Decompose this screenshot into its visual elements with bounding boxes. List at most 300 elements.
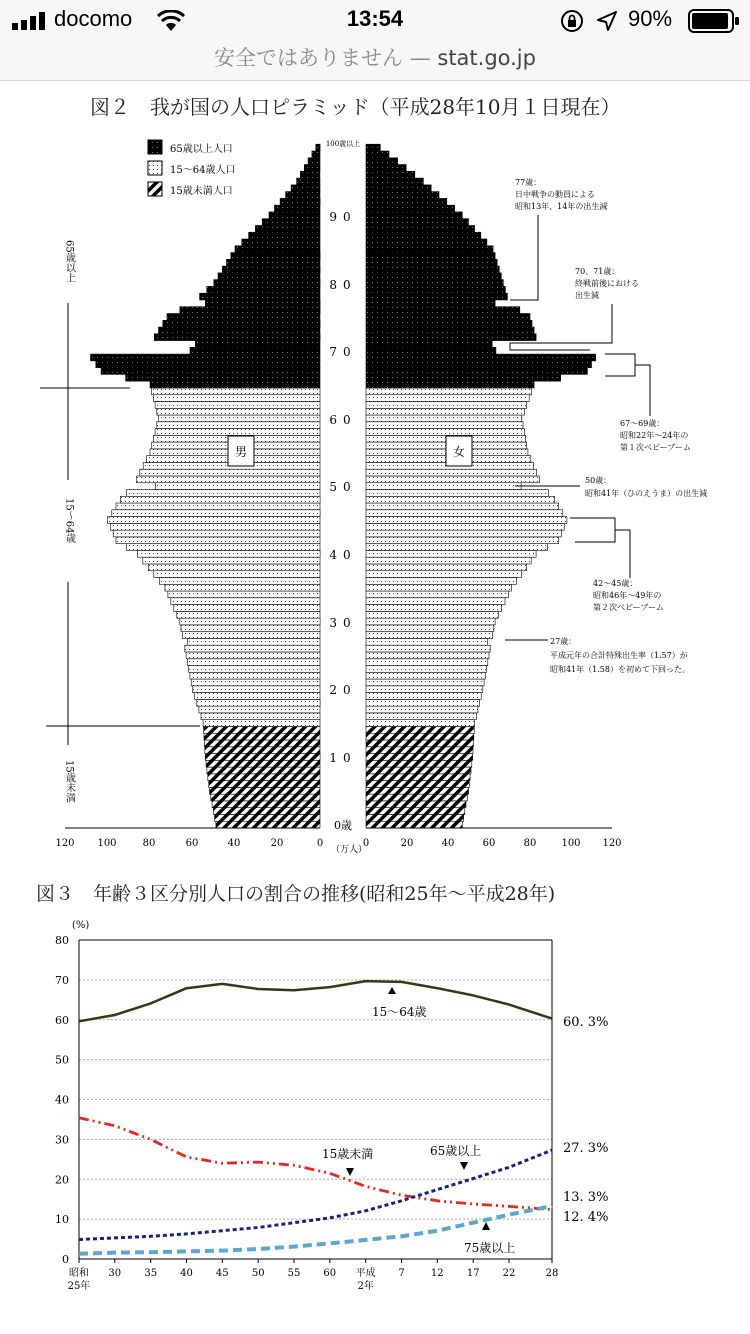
x-tick-left-20: 20	[270, 838, 284, 849]
male-bar-age-69	[91, 354, 321, 361]
female-bar-age-38	[366, 564, 526, 571]
female-bar-age-95	[366, 178, 423, 185]
female-bar-age-31	[366, 611, 498, 618]
age-tick-0: 0歳	[334, 819, 352, 832]
male-bar-age-91	[275, 205, 321, 212]
age-tick-80: 80	[329, 278, 357, 292]
orientation-lock-icon	[560, 9, 584, 33]
female-bar-age-79	[366, 286, 505, 293]
x-tick-1965: 40	[180, 1268, 193, 1279]
chart-series	[79, 981, 552, 1254]
x-tick-left-40: 40	[227, 838, 241, 849]
male-bar-age-70	[190, 347, 320, 354]
label-under-15: 15歳未満	[322, 1147, 374, 1161]
male-bar-age-96	[300, 171, 320, 178]
male-bar-age-43	[113, 530, 320, 537]
female-bar-age-96	[366, 171, 415, 178]
male-bar-age-67	[101, 368, 320, 375]
female-bar-age-36	[366, 578, 517, 585]
female-bar-age-29	[366, 625, 494, 632]
male-bar-age-61	[157, 408, 320, 415]
female-bar-age-2	[366, 808, 465, 815]
male-bar-age-71	[195, 341, 320, 348]
male-bar-age-48	[120, 496, 320, 503]
female-bar-age-35	[366, 584, 512, 591]
male-bar-age-80	[214, 280, 320, 287]
female-bar-age-25	[366, 652, 489, 659]
female-bar-age-20	[366, 686, 483, 693]
clock: 13:54	[346, 6, 404, 31]
female-bar-age-43	[366, 530, 561, 537]
female-bar-age-40	[366, 550, 536, 557]
marker-65-plus	[460, 1162, 468, 1170]
male-bar-age-23	[189, 666, 320, 673]
female-bar-age-94	[366, 185, 431, 192]
age-tick-40: 40	[329, 548, 357, 562]
female-bar-age-23	[366, 666, 487, 673]
male-bar-age-98	[308, 158, 320, 165]
female-bar-age-1	[366, 815, 464, 822]
x-tick-left-60: 60	[185, 838, 199, 849]
female-bar-age-89	[366, 219, 469, 226]
age-tick-70: 70	[329, 345, 357, 359]
y-tick-70: 70	[55, 973, 69, 987]
male-bar-age-36	[159, 578, 320, 585]
female-bar-age-24	[366, 659, 488, 666]
leader-42	[615, 530, 630, 578]
female-bar-age-67	[366, 368, 587, 375]
female-bar-age-60	[366, 415, 522, 422]
x-tick-left-0: 0	[316, 838, 324, 849]
male-bar-age-97	[304, 165, 320, 172]
male-bar-age-11	[205, 747, 320, 754]
age-tick-10: 10	[329, 751, 357, 765]
female-bar-age-61	[366, 408, 524, 415]
male-bar-age-83	[227, 259, 321, 266]
female-bar-age-19	[366, 693, 481, 700]
x-tick-left-100: 100	[97, 838, 117, 849]
male-bar-age-92	[280, 198, 320, 205]
male-bar-age-5	[210, 787, 321, 794]
age-tick-30: 30	[329, 616, 357, 630]
female-bar-age-49	[366, 490, 548, 497]
x-tick-1975: 50	[251, 1268, 265, 1279]
male-bar-age-72	[154, 334, 320, 341]
figure3-title: 図３ 年齢３区分別人口の割合の推移(昭和25年～平成28年)	[36, 883, 556, 905]
female-bar-age-39	[366, 557, 531, 564]
female-bar-age-72	[366, 334, 536, 341]
bracket-67	[605, 354, 635, 376]
male-bar-age-31	[177, 611, 320, 618]
male-bar-age-0	[216, 821, 320, 828]
annotation-77-line1: 77歳：	[515, 178, 542, 187]
male-bar-age-74	[163, 320, 320, 327]
male-bar-age-86	[242, 239, 320, 246]
x-tick-1970: 45	[215, 1268, 229, 1279]
female-bar-age-42	[366, 537, 559, 544]
male-bar-age-32	[174, 605, 320, 612]
male-bar-age-29	[181, 625, 320, 632]
annotation-70-line3: 出生減	[575, 291, 599, 300]
x-tick-right-80: 80	[523, 838, 537, 849]
female-bar-age-48	[366, 496, 555, 503]
annotation-67-line2: 昭和22年〜24年の	[620, 431, 689, 440]
end-label-75-plus: 13. 3%	[563, 1190, 609, 1205]
y-tick-0: 0	[62, 1253, 69, 1266]
female-bar-age-84	[366, 253, 495, 260]
male-bar-age-22	[190, 672, 320, 679]
male-bar-age-82	[222, 266, 320, 273]
female-bar-age-44	[366, 523, 564, 530]
x-tick-right-100: 100	[561, 838, 581, 849]
x-tick-right-120: 120	[602, 838, 622, 849]
male-bar-age-15	[203, 720, 320, 727]
x-tick-labels	[68, 1259, 559, 1292]
figure2-title: 図２ 我が国の人口ピラミッド（平成28年10月１日現在）	[90, 95, 621, 119]
y-tick-30: 30	[55, 1133, 69, 1147]
female-bar-age-8	[366, 767, 471, 774]
male-bar-age-37	[154, 571, 320, 578]
male-bar-age-76	[180, 307, 320, 314]
marker-under-15	[346, 1168, 354, 1176]
female-bar-age-34	[366, 591, 508, 598]
female-bar-age-37	[366, 571, 521, 578]
female-bar-age-63	[366, 395, 529, 402]
male-bar-age-49	[127, 490, 320, 497]
url-separator: —	[403, 46, 438, 70]
side-label-elderly: 65歳以上	[63, 240, 75, 283]
female-bar-age-97	[366, 165, 406, 172]
male-bar-age-68	[96, 361, 320, 368]
population-pyramid-figure	[0, 82, 750, 872]
male-bar-age-60	[159, 415, 321, 422]
y-tick-labels	[55, 934, 69, 1266]
female-bar-age-50	[366, 483, 521, 490]
male-bar-age-64	[152, 388, 320, 395]
annotation-42-line1: 42〜45歳：	[593, 579, 638, 588]
x-tick-1990-year: 2年	[357, 1281, 374, 1292]
x-tick-1950-year: 25年	[67, 1281, 91, 1292]
female-bar-age-12	[366, 740, 473, 747]
x-unit-label: （万人）	[330, 845, 368, 855]
male-bar-age-41	[127, 544, 320, 551]
x-tick-left-80: 80	[142, 838, 156, 849]
male-bar-age-7	[208, 774, 320, 781]
end-label-65-plus: 27. 3%	[563, 1141, 609, 1156]
status-bar	[0, 0, 750, 81]
female-bar-age-99	[366, 151, 389, 158]
age-tick-60: 60	[329, 413, 357, 427]
line-working-age	[79, 981, 552, 1021]
female-bar-age-28	[366, 632, 493, 639]
female-bar-age-5	[366, 787, 469, 794]
male-bar-age-3	[212, 801, 320, 808]
male-bar-age-59	[157, 422, 320, 429]
female-bar-age-26	[366, 645, 490, 652]
annotation-50-line2: 昭和41年（ひのえうま）の出生減	[585, 489, 708, 498]
legend-label-child: 15歳未満人口	[170, 186, 233, 197]
male-bar-age-21	[191, 679, 320, 686]
annotation-27-line3: 昭和41年（1.58）を初めて下回った。	[550, 665, 690, 674]
x-tick-left-120: 120	[55, 838, 75, 849]
male-bar-age-25	[186, 652, 320, 659]
age-tick-20: 20	[329, 683, 357, 697]
address-bar[interactable]	[0, 42, 750, 72]
male-bar-age-79	[207, 286, 320, 293]
female-bar-age-6	[366, 781, 469, 788]
x-tick-2010: 22	[502, 1268, 516, 1279]
male-bar-age-88	[255, 226, 320, 233]
male-bar-age-89	[262, 219, 320, 226]
male-bar-age-35	[165, 584, 320, 591]
male-bar-age-65	[150, 381, 320, 388]
female-bar-age-32	[366, 605, 502, 612]
side-label-working: 15〜64歳	[63, 498, 75, 544]
bracket-42	[570, 518, 615, 542]
female-bar-age-65	[366, 381, 534, 388]
male-bar-age-1	[215, 815, 320, 822]
male-bar-age-47	[116, 503, 320, 510]
y-tick-10: 10	[55, 1213, 69, 1227]
annotation-42-line3: 第２次ベビーブーム	[593, 603, 665, 612]
male-bar-age-13	[204, 733, 320, 740]
female-bar-age-30	[366, 618, 495, 625]
male-bar-age-38	[148, 564, 320, 571]
female-bar-age-62	[366, 402, 527, 409]
female-bar-age-68	[366, 361, 592, 368]
female-bar-age-9	[366, 760, 472, 767]
female-bar-age-16	[366, 713, 476, 720]
female-bar-age-66	[366, 374, 561, 381]
female-bar-age-58	[366, 429, 524, 436]
legend-swatch-working	[148, 161, 162, 175]
age-share-line-chart	[0, 872, 750, 1312]
male-bar-age-24	[187, 659, 320, 666]
male-bar-age-62	[155, 402, 320, 409]
male-bar-age-17	[199, 706, 320, 713]
male-bar-age-33	[171, 598, 320, 605]
female-bar-age-91	[366, 205, 455, 212]
female-bar-age-51	[366, 476, 539, 483]
female-bar-age-86	[366, 239, 487, 246]
female-bar-age-15	[366, 720, 475, 727]
female-bar-age-90	[366, 212, 462, 219]
male-bar-age-93	[286, 192, 320, 199]
male-bar-age-14	[204, 727, 320, 734]
female-bar-age-71	[366, 341, 492, 348]
female-bar-age-73	[366, 327, 534, 334]
annotation-77-line2: 日中戦争の動員による	[515, 190, 595, 199]
female-bar-age-52	[366, 469, 537, 476]
legend-label-working: 15～64歳人口	[170, 165, 236, 176]
x-tick-1980: 55	[287, 1268, 301, 1279]
female-bar-age-82	[366, 266, 499, 273]
label-65-plus: 65歳以上	[430, 1144, 482, 1158]
female-bar-age-21	[366, 679, 484, 686]
female-bar-age-81	[366, 273, 501, 280]
female-bar-age-7	[366, 774, 470, 781]
x-tick-right-40: 40	[441, 838, 455, 849]
female-bar-age-75	[366, 314, 530, 321]
male-bar-age-58	[155, 429, 320, 436]
male-bar-age-63	[153, 395, 320, 402]
battery-icon	[688, 9, 740, 33]
female-bar-age-59	[366, 422, 523, 429]
female-bar-age-27	[366, 638, 488, 645]
male-bar-age-10	[205, 754, 320, 761]
x-tick-1960: 35	[144, 1268, 158, 1279]
male-bar-age-40	[137, 550, 320, 557]
female-bar-age-69	[366, 354, 596, 361]
male-bar-age-19	[195, 693, 320, 700]
label-working-age: 15～64歳	[372, 1005, 427, 1019]
male-bar-age-8	[207, 767, 320, 774]
female-bar-age-0	[366, 821, 462, 828]
male-bar-age-84	[231, 253, 320, 260]
female-bar-age-83	[366, 259, 497, 266]
male-bar-age-34	[168, 591, 320, 598]
y-tick-50: 50	[55, 1053, 69, 1067]
annotation-42-line2: 昭和46年〜49年の	[593, 591, 662, 600]
label-75-plus: 75歳以上	[464, 1241, 516, 1255]
marker-75-plus	[482, 1222, 490, 1230]
female-bar-age-87	[366, 232, 481, 239]
female-bar-age-4	[366, 794, 467, 801]
male-bar-age-27	[188, 638, 320, 645]
annotation-77-line3: 昭和13年、14年の出生減	[515, 202, 608, 211]
female-bar-age-92	[366, 198, 447, 205]
leader-67	[635, 365, 650, 416]
age-tick-90: 90	[329, 210, 357, 224]
line-65-plus	[79, 1150, 552, 1239]
male-bar-age-77	[205, 300, 320, 307]
female-bar-age-22	[366, 672, 485, 679]
female-bar-age-76	[366, 307, 520, 314]
annotation-67-line1: 67〜69歳：	[620, 419, 665, 428]
male-bar-age-4	[211, 794, 320, 801]
male-bar-age-78	[200, 293, 320, 300]
marker-working-age	[388, 987, 396, 994]
male-bar-age-9	[206, 760, 320, 767]
location-icon	[596, 10, 618, 32]
x-tick-1990-era: 平成	[355, 1268, 376, 1279]
male-bar-age-18	[197, 699, 320, 706]
female-bar-age-10	[366, 754, 473, 761]
male-label: 男	[234, 445, 248, 459]
male-bar-age-85	[235, 246, 320, 253]
female-bar-age-41	[366, 544, 547, 551]
x-tick-2016: 28	[545, 1268, 559, 1279]
male-bar-age-26	[185, 645, 320, 652]
female-bar-age-80	[366, 280, 503, 287]
female-bar-age-45	[366, 517, 567, 524]
female-bar-age-14	[366, 727, 474, 734]
male-bar-age-75	[167, 314, 320, 321]
x-tick-1995: 7	[398, 1268, 405, 1279]
battery-percentage: 90%	[628, 6, 673, 31]
x-tick-right-20: 20	[400, 838, 414, 849]
legend-swatch-child	[148, 182, 162, 196]
male-bar-age-51	[136, 476, 320, 483]
female-bar-age-11	[366, 747, 473, 754]
female-bar-age-78	[366, 293, 507, 300]
y-unit-label: (%)	[72, 920, 90, 931]
x-tick-1955: 30	[108, 1268, 122, 1279]
legend-label-elderly: 65歳以上人口	[170, 144, 233, 155]
male-bar-age-2	[213, 808, 320, 815]
female-bar-age-98	[366, 158, 398, 165]
male-bar-age-30	[180, 618, 320, 625]
male-bar-age-6	[209, 781, 320, 788]
x-tick-right-0: 0	[362, 838, 370, 849]
age-tick-50: 50	[329, 480, 357, 494]
male-bar-age-42	[116, 537, 320, 544]
annotation-70-line2: 終戦前後における	[575, 279, 639, 288]
female-bar-age-100	[366, 144, 380, 151]
female-bar-age-77	[366, 300, 495, 307]
male-bar-age-81	[218, 273, 320, 280]
male-bar-age-87	[249, 232, 320, 239]
y-tick-80: 80	[55, 934, 69, 947]
female-bar-age-18	[366, 699, 480, 706]
url-host: stat.go.jp	[437, 46, 536, 70]
male-bar-age-66	[126, 374, 320, 381]
female-bar-age-47	[366, 503, 559, 510]
female-bar-age-17	[366, 706, 478, 713]
x-tick-1950-era: 昭和	[69, 1268, 89, 1279]
male-bar-age-94	[291, 185, 320, 192]
side-label-child: 15歳未満	[63, 760, 75, 803]
annotation-70-line1: 70、71歳：	[575, 267, 620, 276]
female-bar-age-46	[366, 510, 563, 517]
y-tick-40: 40	[55, 1093, 69, 1107]
female-bar-age-13	[366, 733, 474, 740]
male-bar-age-44	[110, 523, 320, 530]
annotation-27-line1: 27歳：	[550, 637, 577, 646]
leader-77	[510, 215, 538, 300]
female-bar-age-74	[366, 320, 532, 327]
male-bar-age-46	[112, 510, 320, 517]
male-bar-age-20	[193, 686, 321, 693]
female-bar-age-88	[366, 226, 475, 233]
male-bar-age-52	[140, 469, 320, 476]
male-bar-age-12	[204, 740, 320, 747]
x-tick-2005: 17	[466, 1268, 480, 1279]
male-bar-age-50	[155, 483, 320, 490]
female-bar-age-93	[366, 192, 439, 199]
male-bar-age-90	[269, 212, 320, 219]
male-bar-age-28	[182, 632, 320, 639]
annotation-50-line1: 50歳：	[585, 476, 612, 485]
male-bar-age-16	[201, 713, 320, 720]
female-bar-age-70	[366, 347, 496, 354]
annotation-67-line3: 第１次ベビーブーム	[620, 443, 692, 452]
x-tick-2000: 12	[430, 1268, 444, 1279]
male-bar-age-73	[159, 327, 321, 334]
female-bar-age-85	[366, 246, 493, 253]
line-under-15	[79, 1118, 552, 1210]
female-bar-age-3	[366, 801, 466, 808]
carrier-name: docomo	[54, 6, 133, 31]
male-bar-age-100	[316, 144, 320, 151]
female-bar-age-64	[366, 388, 532, 395]
age-tick-100: 100歳以上	[325, 140, 361, 148]
end-label-under-15: 12. 4%	[563, 1210, 609, 1225]
x-tick-1985: 60	[323, 1268, 337, 1279]
security-label: 安全ではありません	[214, 46, 404, 70]
annotation-27-line2: 平成元年の合計特殊出生率（1.57）が	[550, 651, 688, 660]
y-tick-20: 20	[55, 1173, 69, 1187]
